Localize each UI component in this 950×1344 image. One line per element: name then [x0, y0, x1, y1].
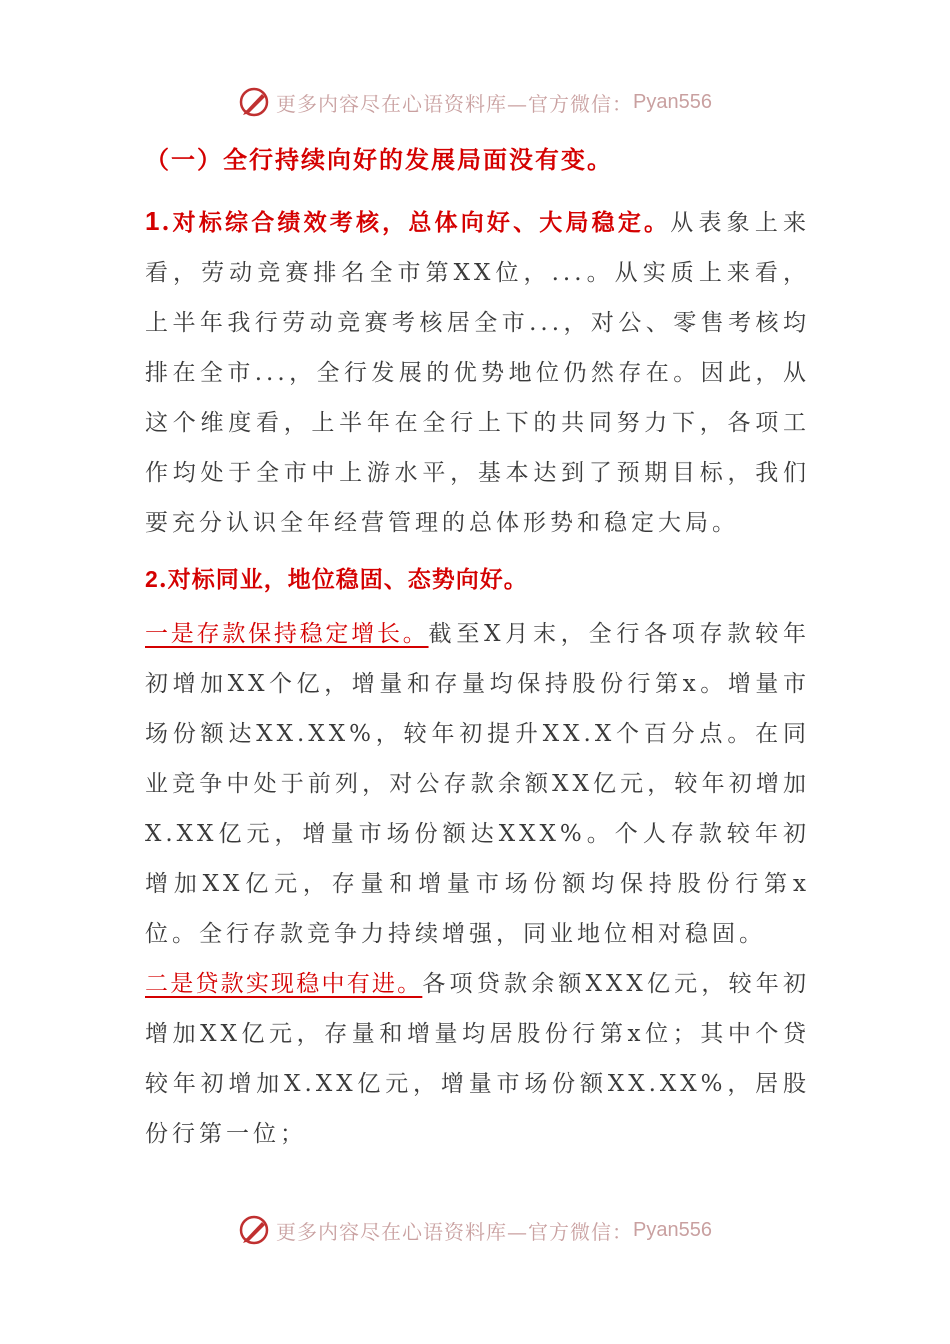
paragraph-1-number: 1: [145, 206, 162, 236]
paragraph-3-body: 各项贷款余额XXX亿元，较年初增加XX亿元，存量和增量均居股份行第x位；其中个贷较年初增加X.XX亿元，增量市场份额XX.XX%，居股份行第一位；: [145, 971, 811, 1147]
paragraph-2: [145, 609, 810, 959]
document-body: [145, 142, 810, 1159]
watermark-text: 更多内容尽在心语资料库—官方微信：: [276, 1219, 634, 1244]
watermark-text: 更多内容尽在心语资料库—官方微信：: [276, 91, 634, 116]
paragraph-3: [145, 959, 810, 1159]
watermark-wechat-id: Pyan556: [633, 1218, 712, 1241]
paragraph-1-lead: [145, 206, 671, 236]
paragraph-1: [145, 196, 810, 548]
paragraph-1-lead-text: .对标综合绩效考核，总体向好、大局稳定。: [161, 209, 671, 236]
watermark-header: [0, 82, 950, 122]
paragraph-1-body: 从表象上来看，劳动竞赛排名全市第XX位，...。从实质上来看，上半年我行劳动竞赛考核居全市...，对公、零售考核均排在全市...，全行发展的优势地位仍然存在。因此，从这个维度看，上半年在全行上下的共同努力下，各项工作均处于全市中上游水平，基本达到了预期目标，我们要充分认识全年经营管理的总体形势和稳定大局。: [145, 210, 811, 536]
paragraph-3-lead: 二是贷款实现稳中有进。: [145, 971, 423, 997]
pen-circle-logo-icon: [238, 86, 270, 118]
watermark-wechat-id: Pyan556: [633, 90, 712, 113]
paragraph-2-lead: 一是存款保持稳定增长。: [145, 621, 429, 647]
pen-circle-logo-icon: [238, 1214, 270, 1246]
sub-heading-2-text: .对标同业，地位稳固、态势向好。: [158, 566, 528, 593]
watermark-footer: [0, 1210, 950, 1250]
paragraph-2-body: 截至X月末，全行各项存款较年初增加XX个亿，增量和存量均保持股份行第x。增量市场份额达XX.XX%，较年初提升XX.X个百分点。在同业竞争中处于前列，对公存款余额XX亿元，较年初增加X.XX亿元，增量市场份额达XXX%。个人存款较年初增加XX亿元，存量和增量市场份额均保持股份行第x位。全行存款竞争力持续增强，同业地位相对稳固。: [145, 621, 811, 947]
sub-heading-2-number: 2: [145, 566, 159, 592]
section-heading: （一）全行持续向好的发展局面没有变。: [145, 145, 613, 174]
sub-heading-2: [145, 554, 810, 605]
